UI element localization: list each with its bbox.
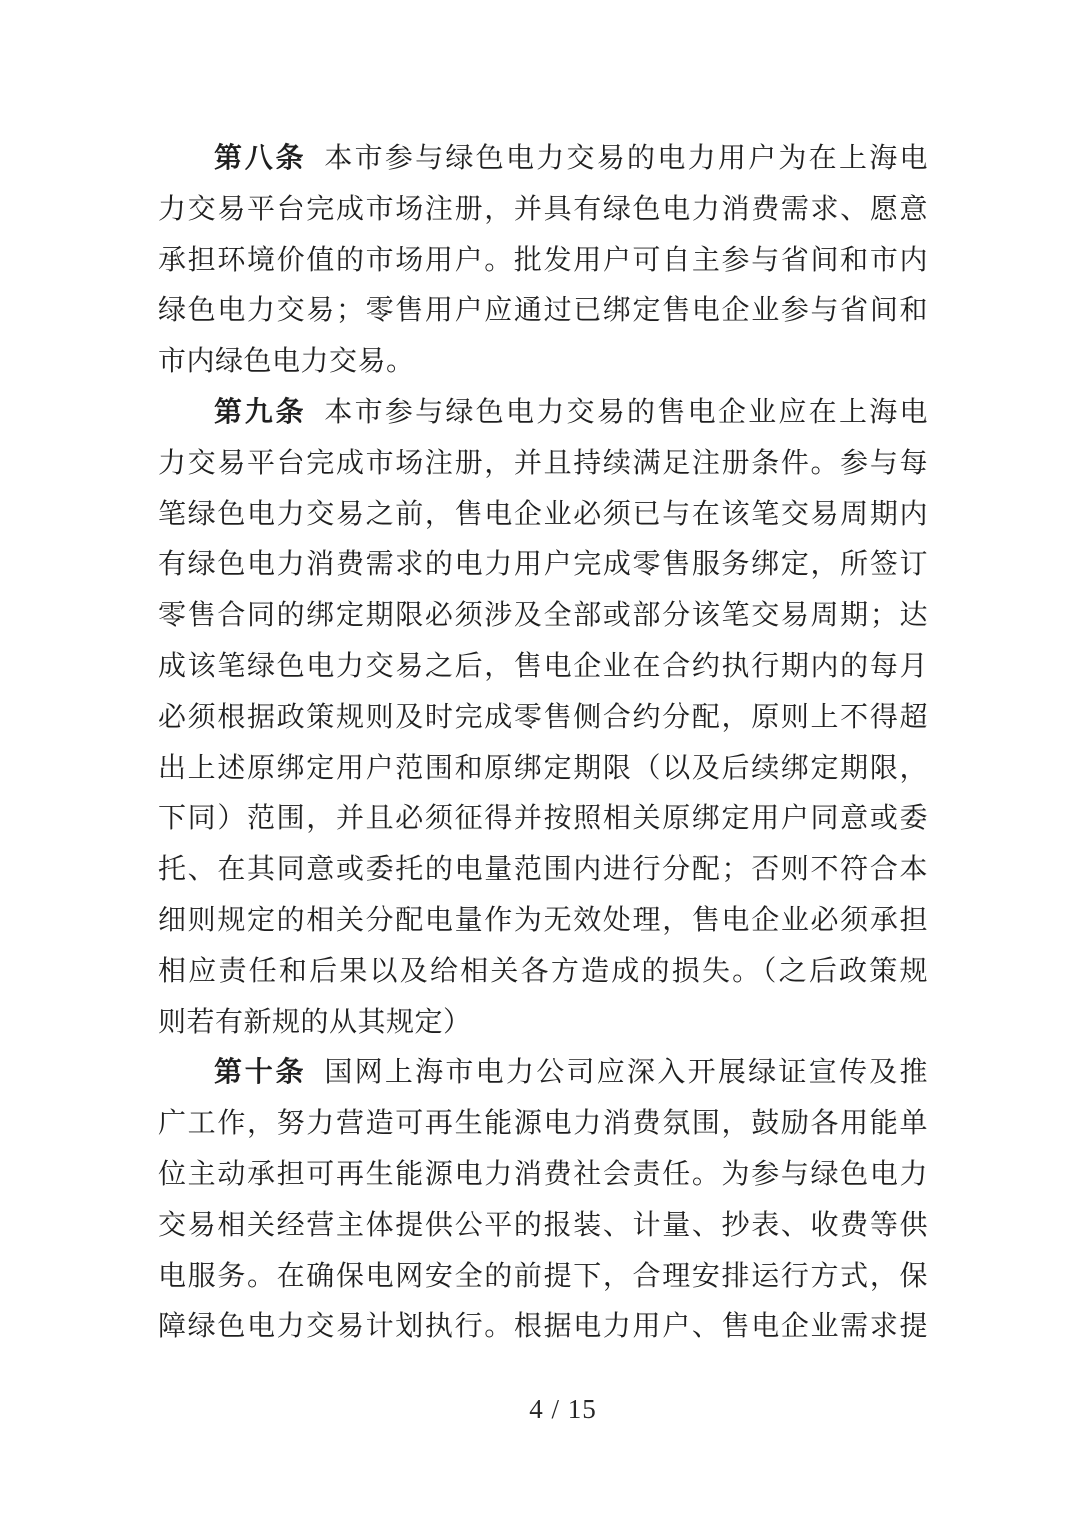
paragraph-article-9: [158, 388, 928, 1048]
text-line: 绿色电力交易；零售用户应通过已绑定售电企业参与省间和: [158, 295, 928, 327]
article-9-heading: 第九条: [214, 396, 307, 428]
text-line: [158, 134, 928, 185]
text-line: 出上述原绑定用户范围和原绑定期限（以及后续绑定期限，: [158, 752, 928, 784]
text-line: 细则规定的相关分配电量作为无效处理，售电企业必须承担: [158, 904, 928, 936]
text-line: 成该笔绿色电力交易之后，售电企业在合约执行期内的每月: [158, 650, 928, 682]
text-line: 笔绿色电力交易之前，售电企业必须已与在该笔交易周期内: [158, 498, 928, 530]
text-run: 本市参与绿色电力交易的电力用户为在上海电: [324, 143, 928, 174]
text-run: 国网上海市电力公司应深入开展绿证宣传及推: [324, 1057, 928, 1089]
text-line: 位主动承担可再生能源电力消费社会责任。为参与绿色电力: [158, 1158, 928, 1190]
text-line: 有绿色电力消费需求的电力用户完成零售服务绑定，所签订: [158, 549, 928, 581]
text-line: 力交易平台完成市场注册，并且持续满足注册条件。参与每: [158, 447, 928, 479]
text-run: 本市参与绿色电力交易的售电企业应在上海电: [324, 396, 928, 428]
text-line: 交易相关经营主体提供公平的报装、计量、抄表、收费等供: [158, 1209, 928, 1241]
text-line: 承担环境价值的市场用户。批发用户可自主参与省间和市内: [158, 244, 928, 276]
text-line: 相应责任和后果以及给相关各方造成的损失。（之后政策规: [158, 955, 928, 987]
text-line: 力交易平台完成市场注册，并具有绿色电力消费需求、愿意: [158, 193, 928, 225]
text-line: 托、在其同意或委托的电量范围内进行分配；否则不符合本: [158, 854, 928, 886]
text-line: 零售合同的绑定期限必须涉及全部或部分该笔交易周期；达: [158, 600, 928, 632]
article-8-heading: 第八条: [214, 143, 307, 174]
text-line: 广工作，努力营造可再生能源电力消费氛围，鼓励各用能单: [158, 1108, 928, 1140]
text-line: 电服务。在确保电网安全的前提下，合理安排运行方式，保: [158, 1260, 928, 1292]
text-line: 下同）范围，并且必须征得并按照相关原绑定用户同意或委: [158, 803, 928, 835]
page-number: 4 / 15: [529, 1394, 597, 1424]
text-line: 则若有新规的从其规定）: [158, 1006, 472, 1038]
document-body: [158, 134, 928, 1353]
article-10-heading: 第十条: [214, 1057, 307, 1089]
text-line: [158, 1048, 928, 1099]
text-line: [158, 388, 928, 439]
paragraph-article-10: [158, 1048, 928, 1353]
paragraph-article-8: [158, 134, 928, 388]
text-line: 市内绿色电力交易。: [158, 346, 415, 378]
text-line: 障绿色电力交易计划执行。根据电力用户、售电企业需求提: [158, 1311, 928, 1343]
text-line: 必须根据政策规则及时完成零售侧合约分配，原则上不得超: [158, 701, 928, 733]
